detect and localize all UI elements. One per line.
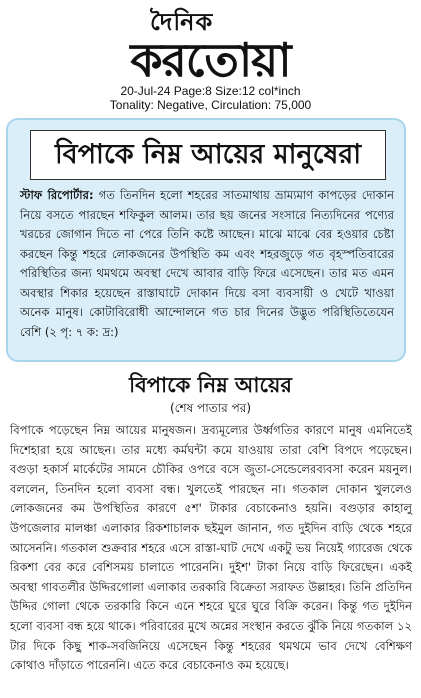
clip-meta-date-line: 20-Jul-24 Page:8 Size:12 col*inch bbox=[120, 84, 301, 98]
masthead-title: করতোয়া bbox=[130, 33, 291, 87]
masthead bbox=[0, 4, 421, 87]
front-page-clip bbox=[6, 118, 406, 362]
clip-meta bbox=[0, 84, 421, 112]
clip-body-text: গত তিনদিন হলো শহরের সাতমাথায় ভ্রাম্যমাণ কাপড়ের দোকান নিয়ে বসতে পারছেন শফিকুল আলম। তার ছয় জনের সংসারে নিত্যদিনের পণ্যের খরচের জোগান দিতে না পেরে তিনি কষ্টে আছেন। মাঝে মাঝে বের হওয়ার চেষ্টা করছেন কিন্তু শহরে লোকজনের উপস্থিতি কম এবং শহরজুড়ে গত বৃহস্পতিবারের পরিস্থিতির জন্য থমথমে অবস্থা দেখে আবার বাড়ি ফিরে এসেছেন। তার মত এমন অবস্থার শিকার হয়েছেন রাস্তাঘাটে দোকান দিয়ে বসা ব্যবসায়ী ও খেটে খাওয়া অনেক মানুষ। কোটাবিরোধী আন্দোলনে গত চার দিনের উদ্ভুত পরিস্থিতিতেযেন বেশি (২ পৃ: ৭ ক: দ্র:) bbox=[20, 188, 394, 339]
clip-body bbox=[20, 186, 394, 342]
article-paragraph: বিপাকে পড়েছেন নিম্ন আয়ের মানুষজন। দ্রব্যমূল্যের উর্ধ্বগতির কারণে মানুষ এমনিতেই দিশেহারা হয়ে আছেন। তার মধ্যে কর্মঘন্টা কমে যাওয়ায় তারা বেশি বিপদে পড়েছেন। বগুড়া হকার্স মার্কেটের সামনে চৌকির ওপরে বসে জুতা-সেন্ডেলেরব্যবসা করেন ময়নুল। বললেন, তিনদিন হলো ব্যবসা বন্ধ। খুলতেই পারছেন না। গতকাল দোকান খুললেও লোকজনের কম উপস্থিতির কারণে ৫শ' টাকার বেচাকেনাও হয়নি। বগুড়ার কাহালু উপজেলার মালঞ্চা এলাকার রিকশাচালক ছইমুল জানান, গত দুইদিন বাড়ি থেকে শহরে আসেননি। গতকাল শুক্রবার শহরে এসে রাস্তা-ঘাট দেখে একটু ভয় নিয়েই গ্যারেজ থেকে রিকশা বের করে বেশিসময় চালাতে পারেননি। দুইশ' টাকা নিয়ে বাড়ি ফিরেছেন। একই অবস্থা গাবতলীর উদ্দিরগোলা এলাকার তরকারি বিক্রেতা সরাফত উল্লাহর। তিনি প্রতিদিন উদ্দির গোলা থেকে তরকারি কিনে এনে শহরে ঘুরে ঘুরে বিক্রি করেন। কিন্তু গত দুইদিন হলো ব্যবসা বন্ধ হয়ে থাকে। পরিবারের মুখে অন্নের সংস্থান করতে ঝুঁকি নিয়ে গতকাল ১২ টার দিকে কিছু শাক-সবজিনিয়ে এসেছেন কিন্তু শহরের থমথমে ভাব দেখে বেশিক্ষণ কোথাও দাঁড়াতে পারেননি। এতে করে বেচাকেনাও কম হয়েছে। bbox=[10, 423, 412, 673]
continuation-headline: বিপাকে নিম্ন আয়ের bbox=[129, 373, 292, 397]
clip-headline: বিপাকে নিম্ন আয়ের মানুষেরা bbox=[30, 130, 386, 180]
clip-meta-tonality-line: Tonality: Negative, Circulation: 75,000 bbox=[109, 98, 312, 112]
masthead-small-title: দৈনিক bbox=[150, 8, 214, 36]
continued-note: (শেষ পাতার পর) bbox=[169, 401, 252, 415]
article-body bbox=[10, 421, 412, 676]
byline: স্টাফ রিপোর্টার: bbox=[20, 188, 94, 202]
